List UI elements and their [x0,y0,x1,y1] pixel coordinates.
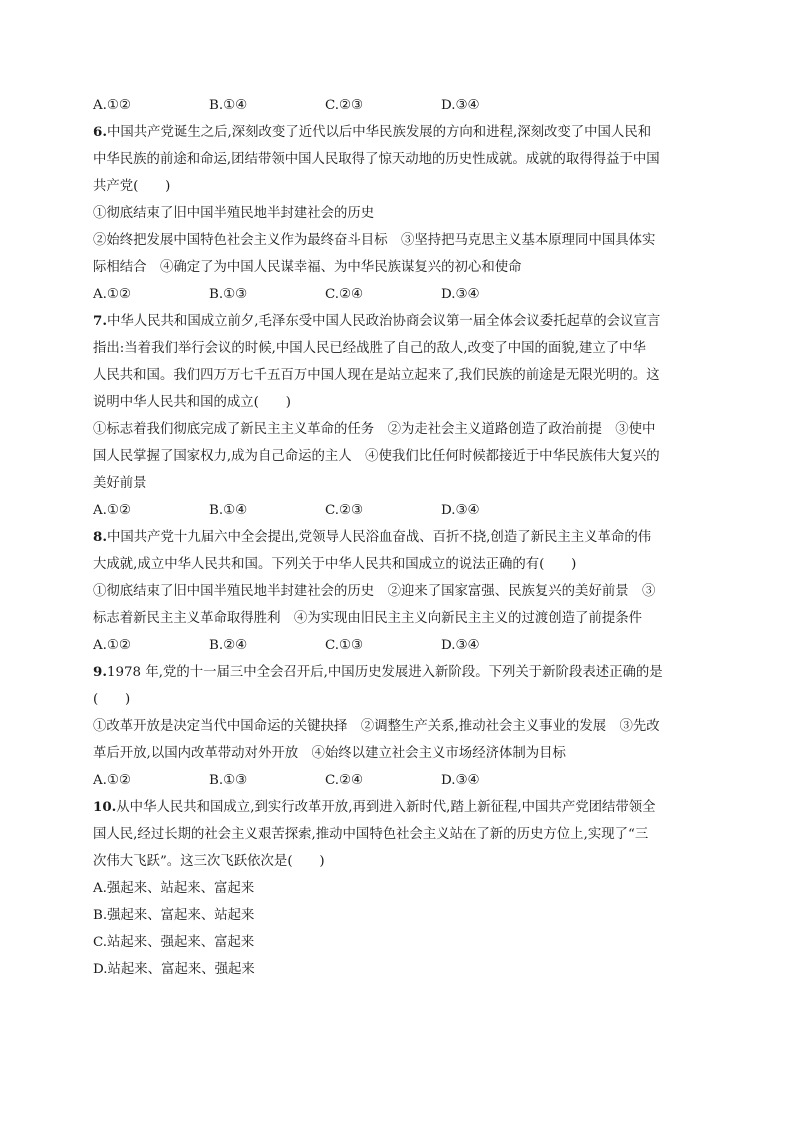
q10-option-b: B.强起来、富起来、站起来 [93,908,255,923]
q9-stem-line-1: 1978 年,党的十一届三中全会召开后,中国历史发展进入新阶段。下列关于新阶段表述正确的是 [106,665,663,680]
question-9 [93,659,705,794]
q10-option-a: A.强起来、站起来、富起来 [93,881,255,896]
q10-stem-line-1: 从中华人民共和国成立,到实行改革开放,再到进入新时代,踏上新征程,中国共产党团结带领全 [116,800,656,815]
q10-number: 10. [93,799,117,815]
q5-option-a: A.①② [93,98,131,113]
q6-number: 6. [93,124,107,140]
q6-item-line-2: ②始终把发展中国特色社会主义作为最终奋斗目标 ③坚持把马克思主义基本原理同中国具体实 [93,233,656,248]
q5-option-c: C.②③ [325,98,364,113]
q6-stem-line-3: 共产党( ) [93,179,171,194]
q7-stem-line-3: 人民共和国。我们四万万七千五百万中国人现在是站立起来了,我们民族的前途是无限光明的。这 [93,368,660,383]
q9-options [93,767,705,794]
q10-stem-line-2: 国人民,经过长期的社会主义艰苦探索,推动中国特色社会主义站在了新的历史方位上,实现了“三 [93,827,649,842]
q8-stem-line-1: 中国共产党十九届六中全会提出,党领导人民浴血奋战、百折不挠,创造了新民主主义革命的伟 [106,530,652,545]
q7-item-line-2: 国人民掌握了国家权力,成为自己命运的主人 ④使我们比任何时候都接近于中华民族伟大复兴的 [93,449,660,464]
q10-option-d: D.站起来、富起来、强起来 [93,962,255,977]
q7-stem-line-2: 指出:当着我们举行会议的时候,中国人民已经战胜了自己的敌人,改变了中国的面貌,建立了中华 [93,341,646,356]
q6-stem-line-1: 中国共产党诞生之后,深刻改变了近代以后中华民族发展的方向和进程,深刻改变了中国人民和 [106,125,652,140]
q6-item-line-3: 际相结合 ④确定了为中国人民谋幸福、为中华民族谋复兴的初心和使命 [93,260,522,275]
q8-number: 8. [93,529,107,545]
q6-option-b: B.①③ [209,287,248,302]
q7-number: 7. [93,313,107,329]
q5-options [93,92,705,119]
q7-item-line-1: ①标志着我们彻底完成了新民主主义革命的任务 ②为走社会主义道路创造了政治前提 ③使中 [93,422,656,437]
q7-option-d: D.③④ [441,503,480,518]
q8-option-c: C.①③ [325,638,364,653]
q6-option-d: D.③④ [441,287,480,302]
q9-option-c: C.②④ [325,773,364,788]
q7-option-a: A.①② [93,503,131,518]
q9-option-b: B.①③ [209,773,248,788]
q7-stem-line-1: 中华人民共和国成立前夕,毛泽东受中国人民政治协商会议第一届全体会议委托起草的会议宣言 [106,314,661,329]
q5-option-b: B.①④ [209,98,248,113]
q9-option-a: A.①② [93,773,131,788]
q6-option-c: C.②④ [325,287,364,302]
q9-item-line-1: ①改革开放是决定当代中国命运的关键抉择 ②调整生产关系,推动社会主义事业的发展 ③先改 [93,719,660,734]
question-8 [93,524,705,659]
q5-option-d: D.③④ [441,98,480,113]
q7-item-line-3: 美好前景 [93,476,147,491]
q8-option-a: A.①② [93,638,131,653]
question-7 [93,308,705,524]
q9-item-line-2: 革后开放,以国内改革带动对外开放 ④始终以建立社会主义市场经济体制为目标 [93,746,566,761]
question-10 [93,794,705,983]
q8-stem-line-2: 大成就,成立中华人民共和国。下列关于中华人民共和国成立的说法正确的有( ) [93,557,577,572]
q9-stem-line-2: ( ) [93,692,131,707]
q8-options [93,632,705,659]
q7-option-c: C.②③ [325,503,364,518]
q6-stem-line-2: 中华民族的前途和命运,团结带领中国人民取得了惊天动地的历史性成就。成就的取得得益于中国 [93,152,660,167]
q8-option-b: B.②④ [209,638,248,653]
question-6 [93,119,705,308]
q10-stem-line-3: 次伟大飞跃”。这三次飞跃依次是( ) [93,854,325,869]
q6-item-line-1: ①彻底结束了旧中国半殖民地半封建社会的历史 [93,206,375,221]
q7-stem-line-4: 说明中华人民共和国的成立( ) [93,395,291,410]
q8-item-line-1: ①彻底结束了旧中国半殖民地半封建社会的历史 ②迎来了国家富强、民族复兴的美好前景 ③ [93,584,656,599]
q8-option-d: D.③④ [441,638,480,653]
q9-option-d: D.③④ [441,773,480,788]
exam-page [93,92,705,983]
q9-number: 9. [93,664,107,680]
q8-item-line-2: 标志着新民主主义革命取得胜利 ④为实现由旧民主主义向新民主主义的过渡创造了前提条件 [93,611,643,626]
q6-options [93,281,705,308]
q6-option-a: A.①② [93,287,131,302]
q10-option-c: C.站起来、强起来、富起来 [93,935,255,950]
q7-option-b: B.①④ [209,503,248,518]
q7-options [93,497,705,524]
